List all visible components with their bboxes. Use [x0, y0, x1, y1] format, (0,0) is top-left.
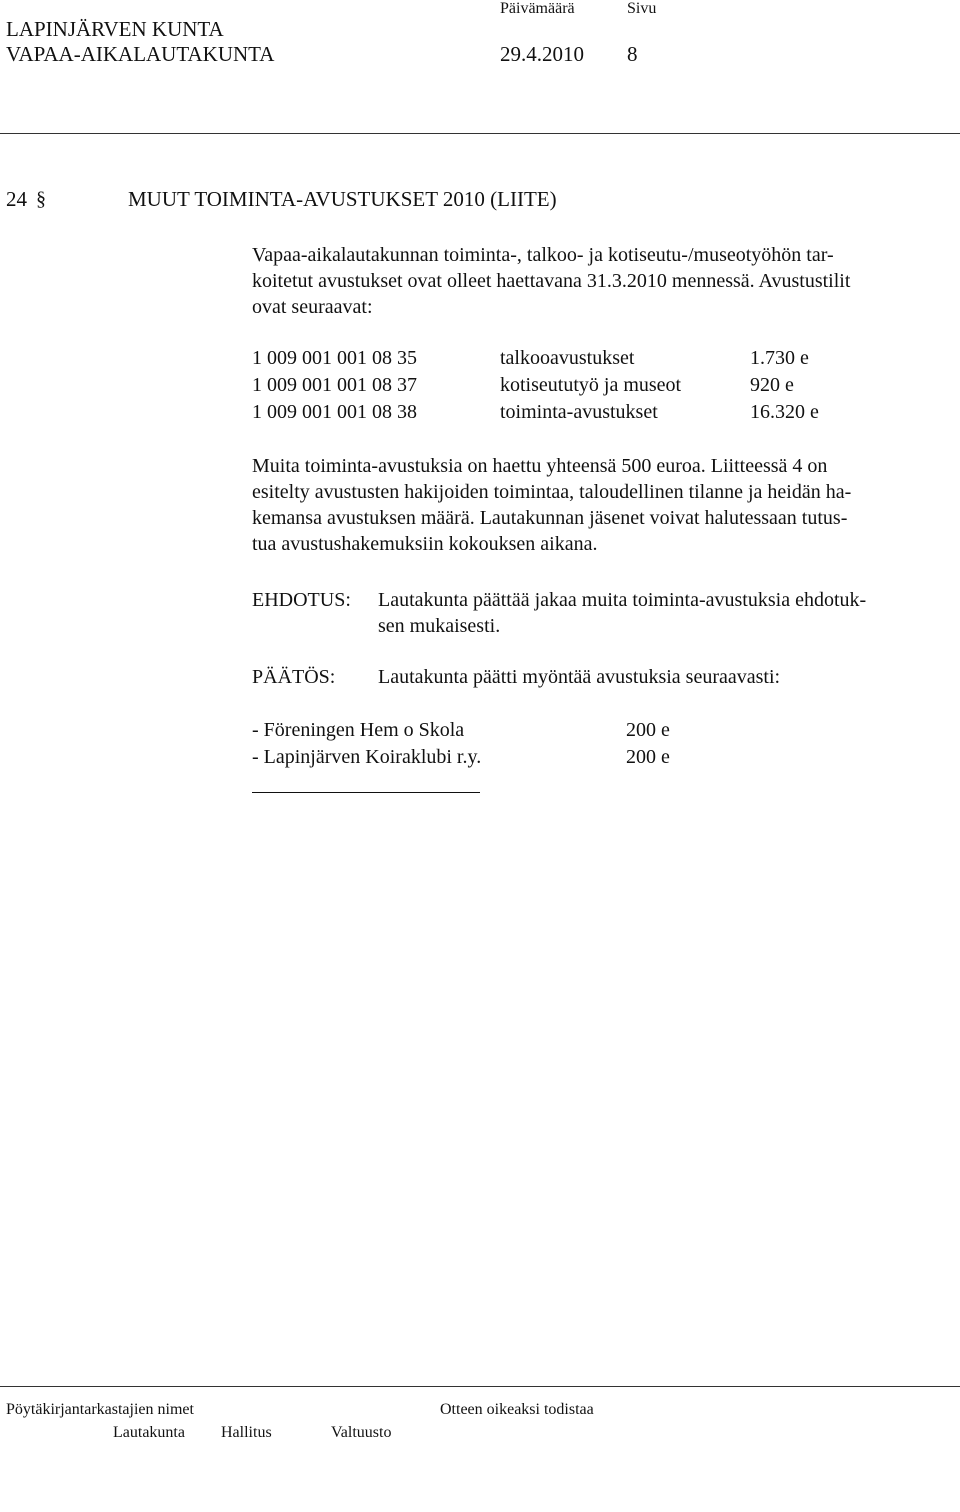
grant-amount: 200 e — [626, 746, 670, 768]
account-row — [252, 345, 872, 371]
certified-label: Otteen oikeaksi todistaa — [440, 1401, 594, 1418]
proposal-text-line: sen mukaisesti. — [378, 615, 501, 637]
grant-recipient: - Lapinjärven Koiraklubi r.y. — [252, 746, 482, 768]
other-applications-line: Muita toiminta-avustuksia on haettu yhteensä 500 euroa. Liitteessä 4 on — [252, 455, 828, 477]
account-amount: 920 e — [750, 374, 794, 396]
header-divider — [0, 133, 960, 134]
section-number: 24 — [6, 187, 27, 211]
proposal-text-line: Lautakunta päättää jakaa muita toiminta-avustuksia ehdotuk- — [378, 589, 867, 611]
account-number: 1 009 001 001 08 38 — [252, 401, 417, 423]
other-applications-line: esitelty avustusten hakijoiden toimintaa, taloudellinen tilanne ja heidän ha- — [252, 481, 852, 503]
account-amount: 16.320 e — [750, 401, 819, 423]
grant-recipient: - Föreningen Hem o Skola — [252, 719, 465, 741]
footer-divider — [0, 1386, 960, 1387]
footer-body-hallitus: Hallitus — [221, 1424, 272, 1441]
account-row — [252, 399, 872, 425]
account-name: toiminta-avustukset — [500, 401, 658, 423]
committee-name: VAPAA-AIKALAUTAKUNTA — [6, 42, 275, 66]
intro-paragraph-line: Vapaa-aikalautakunnan toiminta-, talkoo- ja kotiseutu-/museotyöhön tar- — [252, 244, 834, 266]
closing-rule — [252, 792, 480, 793]
section-mark-icon: § — [36, 188, 46, 210]
decision-label: PÄÄTÖS: — [252, 666, 336, 688]
other-applications-line: kemansa avustuksen määrä. Lautakunnan jäsenet voivat halutessaan tutus- — [252, 507, 848, 529]
footer-body-valtuusto: Valtuusto — [331, 1424, 392, 1441]
proposal-label: EHDOTUS: — [252, 589, 351, 611]
page-number: 8 — [627, 42, 638, 66]
account-name: kotiseututyö ja museot — [500, 374, 682, 396]
page-label: Sivu — [627, 0, 657, 17]
account-row — [252, 372, 872, 398]
intro-paragraph-line: koitetut avustukset ovat olleet haettavana 31.3.2010 mennessä. Avustustilit — [252, 270, 851, 292]
footer-body-lautakunta: Lautakunta — [113, 1424, 185, 1441]
organization-name: LAPINJÄRVEN KUNTA — [6, 17, 224, 41]
account-number: 1 009 001 001 08 37 — [252, 374, 417, 396]
grant-row — [252, 744, 752, 770]
other-applications-line: tua avustushakemuksiin kokouksen aikana. — [252, 533, 598, 555]
grant-amount: 200 e — [626, 719, 670, 741]
intro-paragraph-line: ovat seuraavat: — [252, 296, 373, 318]
account-number: 1 009 001 001 08 35 — [252, 347, 417, 369]
account-name: talkooavustukset — [500, 347, 635, 369]
section-title: MUUT TOIMINTA-AVUSTUKSET 2010 (LIITE) — [128, 187, 557, 211]
date-label: Päivämäärä — [500, 0, 575, 17]
date-value: 29.4.2010 — [500, 42, 584, 66]
reviewers-label: Pöytäkirjantarkastajien nimet — [6, 1401, 194, 1418]
account-amount: 1.730 e — [750, 347, 809, 369]
decision-text: Lautakunta päätti myöntää avustuksia seuraavasti: — [378, 666, 781, 688]
grant-row — [252, 717, 752, 743]
